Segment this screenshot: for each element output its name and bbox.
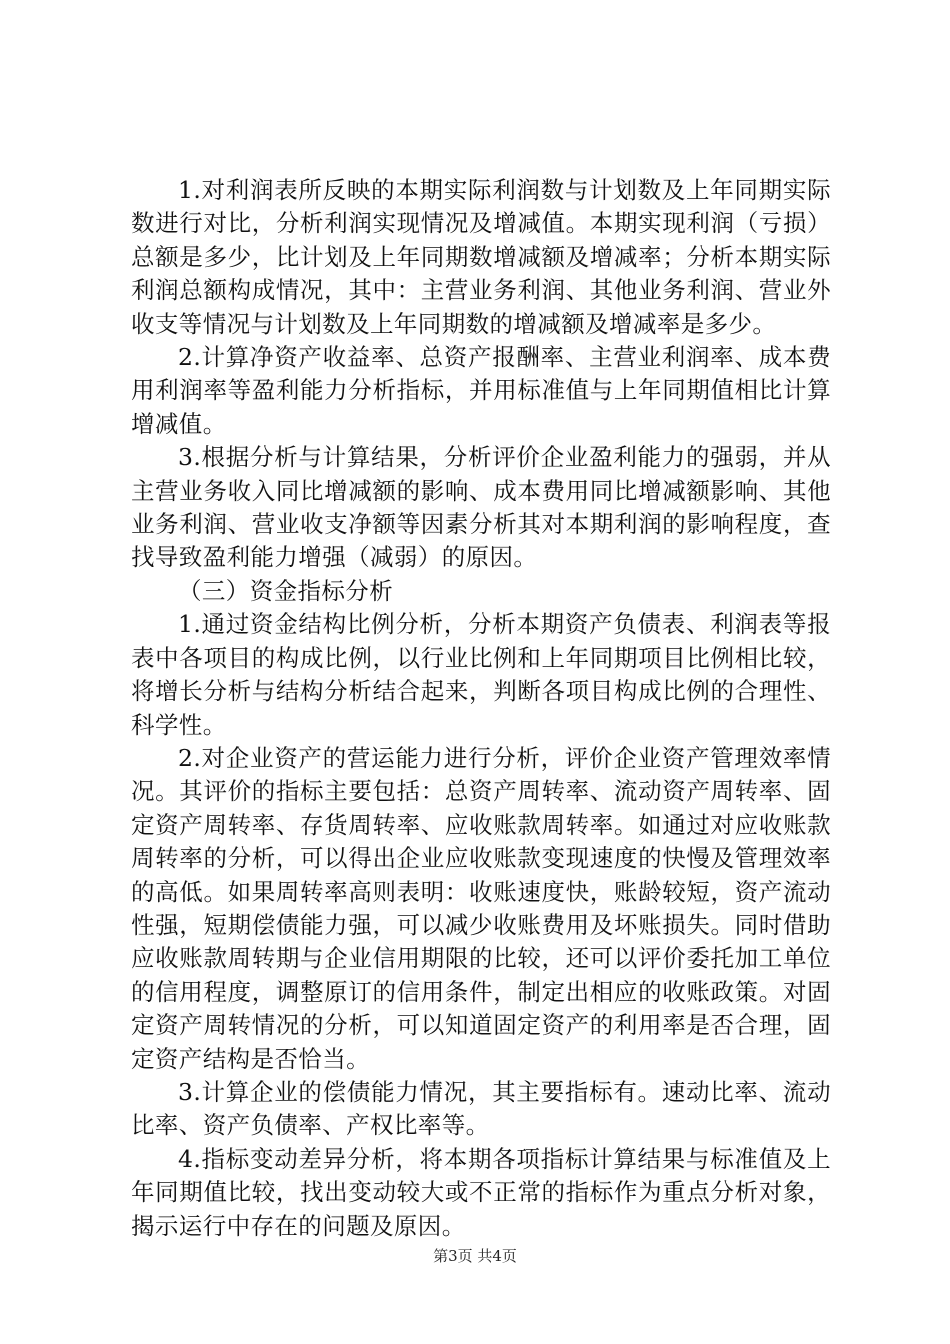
- paragraph-variance-analysis: 4.指标变动差异分析，将本期各项指标计算结果与标准值及上年同期值比较，找出变动较大或不正常的指标作为重点分析对象，揭示运行中存在的问题及原因。: [131, 1144, 831, 1240]
- page-number-footer: 第3页 共4页: [433, 1247, 517, 1265]
- paragraph-profitability-indicators: 2.计算净资产收益率、总资产报酬率、主营业利润率、成本费用利润率等盈利能力分析指标，并用标准值与上年同期值相比计算增减值。: [131, 343, 831, 438]
- section-heading-capital-analysis: （三）资金指标分析: [178, 576, 394, 605]
- document-body: [131, 174, 831, 1243]
- paragraph-capital-structure: 1.通过资金结构比例分析，分析本期资产负债表、利润表等报表中各项目的构成比例，以行业比例和上年同期项目比例相比较，将增长分析与结构分析结合起来，判断各项目构成比例的合理性、科学性。: [131, 610, 831, 739]
- paragraph-operating-capability: 2.对企业资产的营运能力进行分析，评价企业资产管理效率情况。其评价的指标主要包括：总资产周转率、流动资产周转率、固定资产周转率、存货周转率、应收账款周转率。如通过对应收账款周转率的分析，可以得出企业应收账款变现速度的快慢及管理效率的高低。如果周转率高则表明：收账速度快，账龄较短，资产流动性强，短期偿债能力强，可以减少收账费用及坏账损失。同时借助应收账款周转期与企业信用期限的比较，还可以评价委托加工单位的信用程度，调整原订的信用条件，制定出相应的收账政策。对固定资产周转情况的分析，可以知道固定资产的利用率是否合理，固定资产结构是否恰当。: [131, 743, 831, 1073]
- paragraph-solvency: 3.计算企业的偿债能力情况，其主要指标有。速动比率、流动比率、资产负债率、产权比率等。: [131, 1077, 831, 1140]
- paragraph-profitability-evaluation: 3.根据分析与计算结果，分析评价企业盈利能力的强弱，并从主营业务收入同比增减额的影响、成本费用同比增减额影响、其他业务利润、营业收支净额等因素分析其对本期利润的影响程度，查找导致盈利能力增强（减弱）的原因。: [131, 443, 831, 572]
- paragraph-profit-comparison: 1.对利润表所反映的本期实际利润数与计划数及上年同期实际数进行对比，分析利润实现情况及增减值。本期实现利润（亏损）总额是多少，比计划及上年同期数增减额及增减率；分析本期实际利润总额构成情况，其中：主营业务利润、其他业务利润、营业外收支等情况与计划数及上年同期数的增减额及增减率是多少。: [131, 176, 831, 338]
